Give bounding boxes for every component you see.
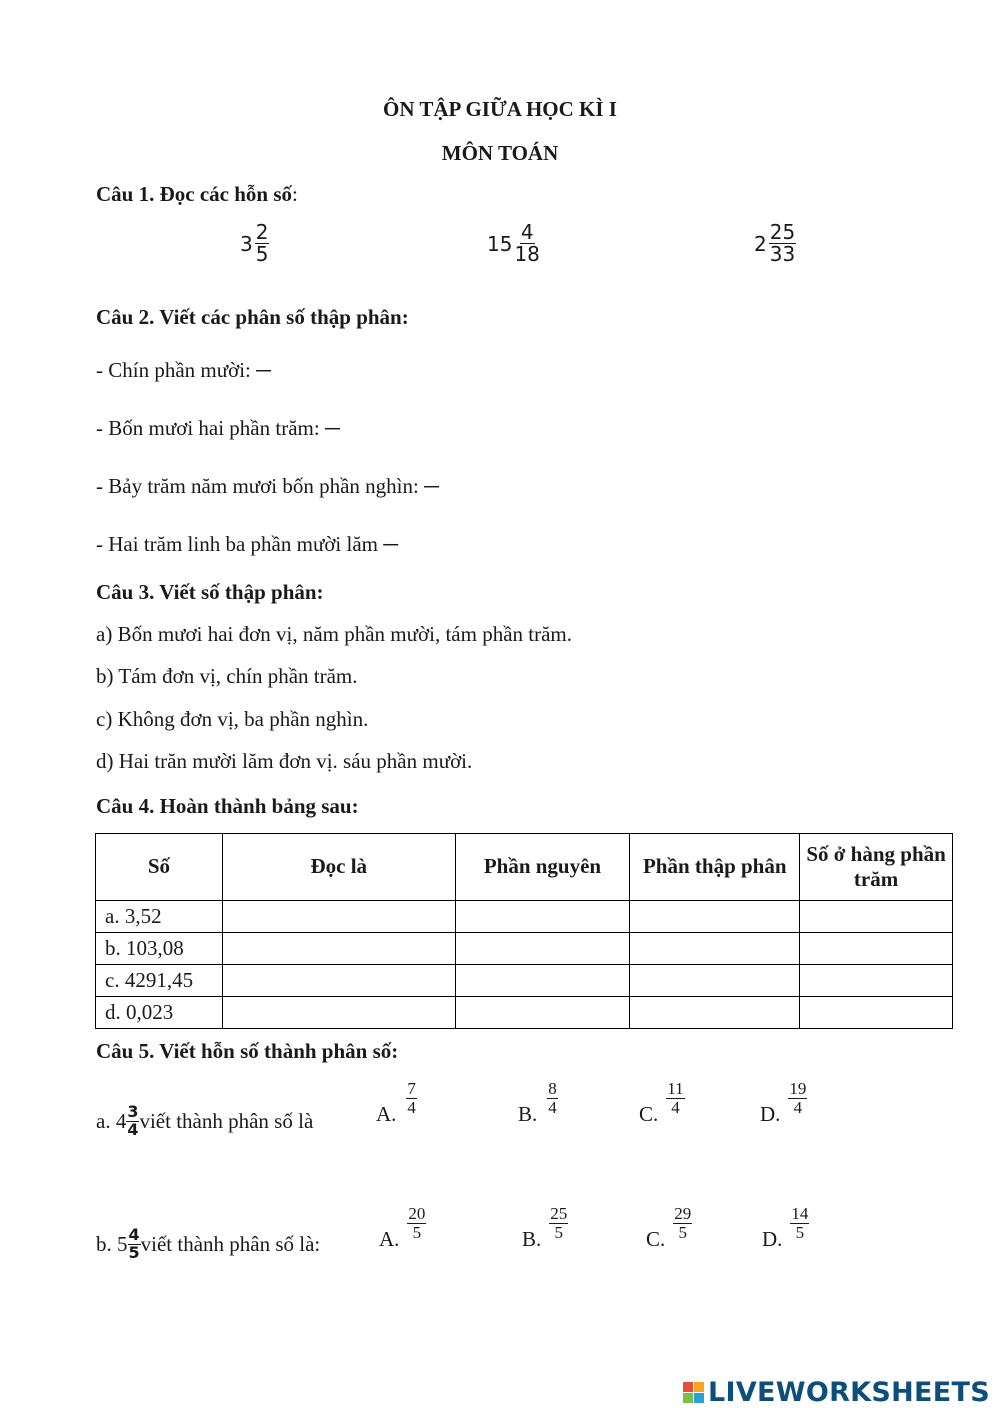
header-so: Số [96,834,223,901]
denominator: 5 [554,1222,564,1242]
answer-cell[interactable] [630,901,800,933]
option-letter: D. [762,1226,783,1251]
page-title: ÔN TẬP GIỮA HỌC KÌ I [383,97,617,121]
q1-mixed-number-3 [754,222,796,265]
header-doc-la: Đọc là [222,834,455,901]
q5a-option-c[interactable] [639,1079,685,1126]
numerator: 4 [520,220,534,244]
q5a-option-b[interactable] [518,1079,558,1126]
numerator: 4 [128,1225,140,1244]
header-so-o-hang-phan-tram: Số ở hàng phần trăm [800,834,953,901]
numerator: 25 [550,1204,568,1223]
q5a-suffix: viết thành phân số là [139,1108,314,1133]
denominator: 4 [127,1119,139,1139]
answer-cell[interactable] [800,901,953,933]
numerator: 11 [667,1079,684,1098]
q2-item-4: - Hai trăm linh ba phần mười lăm ─ [96,532,399,556]
answer-cell[interactable] [455,901,630,933]
q5b-option-b[interactable] [522,1204,568,1251]
table-row [96,965,953,997]
numerator: 8 [548,1079,557,1098]
q4-label: Câu 4. Hoàn thành bảng sau: [96,794,359,818]
answer-cell[interactable] [630,965,800,997]
numerator: 2 [255,220,269,244]
answer-cell[interactable] [455,997,630,1029]
option-letter: B. [518,1101,538,1126]
q5b-prefix: b. [96,1231,117,1256]
q4-table [95,833,953,1029]
q5a-whole: 4 [115,1108,127,1133]
answer-cell[interactable] [800,965,953,997]
option-letter: C. [646,1226,666,1251]
q5-heading [96,1039,398,1064]
q5a-option-d[interactable] [760,1079,807,1126]
q5b-whole: 5 [117,1231,128,1256]
header-phan-nguyen: Phần nguyên [455,834,630,901]
numerator: 29 [674,1204,692,1223]
answer-cell[interactable] [630,933,800,965]
numerator: 20 [408,1204,426,1223]
q5b-stem [96,1227,320,1262]
q2-item-2: - Bốn mươi hai phần trăm: ─ [96,416,340,440]
q1-colon: : [292,182,298,206]
option-letter: C. [639,1101,659,1126]
denominator: 5 [128,1242,140,1262]
brand-name: LIVEWORKSHEETS [707,1377,990,1408]
logo-square [694,1382,704,1392]
header-phan-thap-phan: Phần thập phân [630,834,800,901]
option-letter: A. [379,1226,400,1251]
denominator: 18 [514,242,540,266]
denominator: 33 [769,242,796,266]
answer-cell[interactable] [800,997,953,1029]
denominator: 5 [412,1222,422,1242]
liveworksheets-brand [683,1377,990,1408]
q3-item-a: a) Bốn mươi hai đơn vị, năm phần mười, tám phần trăm. [96,622,572,646]
answer-cell[interactable] [222,997,455,1029]
q1-heading [96,182,298,207]
q5a-option-a[interactable] [376,1079,417,1126]
option-letter: D. [760,1101,781,1126]
answer-cell[interactable] [222,901,455,933]
q5b-suffix: viết thành phân số là: [140,1231,321,1256]
q2-label: Câu 2. Viết các phân số thập phân: [96,305,409,329]
answer-cell[interactable] [222,933,455,965]
numerator: 19 [789,1079,807,1098]
q3-item-c: c) Không đơn vị, ba phần nghìn. [96,707,369,731]
option-letter: A. [376,1101,397,1126]
q1-mixed-number-1 [240,222,269,265]
q2-item-1: - Chín phần mười: ─ [96,358,272,382]
table-header-row [96,834,953,901]
q5b-option-c[interactable] [646,1204,692,1251]
table-row [96,997,953,1029]
denominator: 5 [678,1222,688,1242]
whole-part: 2 [754,231,767,256]
row-number: a. 3,52 [96,901,223,933]
answer-cell[interactable] [455,933,630,965]
q3-item-d: d) Hai trăn mười lăm đơn vị. sáu phần mười. [96,749,473,773]
denominator: 4 [793,1097,803,1117]
numerator: 7 [407,1079,416,1098]
option-letter: B. [522,1226,542,1251]
numerator: 14 [791,1204,809,1223]
numerator: 25 [769,220,796,244]
numerator: 3 [127,1102,139,1121]
logo-square [694,1393,704,1403]
answer-cell[interactable] [800,933,953,965]
row-number: b. 103,08 [96,933,223,965]
q2-item-3: - Bảy trăm năm mươi bốn phần nghìn: ─ [96,474,439,498]
answer-cell[interactable] [455,965,630,997]
q1-label: Câu 1. Đọc các hỗn số [96,182,293,206]
q1-mixed-number-2 [487,222,540,265]
row-number: d. 0,023 [96,997,223,1029]
denominator: 4 [548,1097,557,1117]
denominator: 4 [671,1097,680,1117]
logo-square [683,1382,693,1392]
q5-label: Câu 5. Viết hỗn số thành phân số: [96,1039,399,1063]
q5b-option-d[interactable] [762,1204,809,1251]
q3-label: Câu 3. Viết số thập phân: [96,580,324,604]
logo-square [683,1393,693,1403]
q2-heading [96,305,409,330]
q5a-prefix: a. [96,1108,116,1133]
denominator: 4 [407,1097,416,1117]
q5b-option-a[interactable] [379,1204,426,1251]
table-row [96,901,953,933]
q5a-stem [96,1104,313,1139]
row-number: c. 4291,45 [96,965,223,997]
q3-heading [96,580,324,605]
q4-heading [96,794,359,819]
denominator: 5 [795,1222,805,1242]
liveworksheets-logo-icon [683,1382,704,1403]
subject-title: MÔN TOÁN [441,141,559,165]
answer-cell[interactable] [630,997,800,1029]
denominator: 5 [255,242,269,266]
answer-cell[interactable] [222,965,455,997]
whole-part: 3 [240,231,253,256]
whole-part: 15 [487,231,513,256]
q3-item-b: b) Tám đơn vị, chín phần trăm. [96,664,358,688]
table-row [96,933,953,965]
